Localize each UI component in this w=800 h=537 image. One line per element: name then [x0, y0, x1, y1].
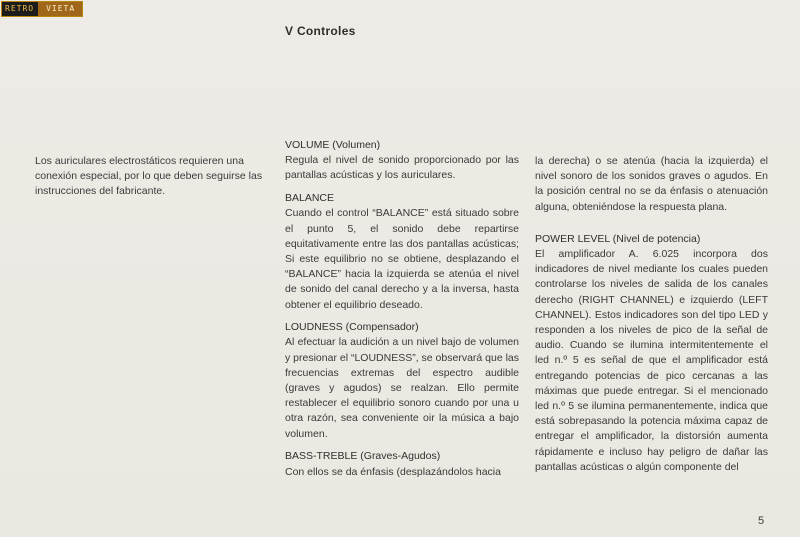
column-right: [535, 154, 768, 475]
headphones-note: Los auriculares electrostáticos requieren una conexión especial, por lo que deben seguirse las instrucciones del fabricante.: [35, 155, 263, 198]
bass-treble-body: Con ellos se da énfasis (desplazándolos hacia: [285, 465, 501, 478]
balance-body: Cuando el control “BALANCE” está situado sobre el punto 5, el sonido debe repartirse equitativamente entre las dos pantallas acústicas; Si este equilibrio no se obtiene, desplazando el “BALANCE” hacia la izquierda se atenúa el nivel de sonido del canal derecho y a la inversa, hasta obtener el equilibrio deseado.: [285, 207, 519, 311]
bass-treble-continuation: la derecha) o se atenúa (hacia la izquierda) el nivel sonoro de los sonidos graves o agudos. En la posición central no se da énfasis o atenuación alguna, obteniéndose la respuesta plana.: [535, 155, 768, 213]
volume-heading: VOLUME (Volumen): [285, 139, 381, 151]
loudness-heading: LOUDNESS (Compensador): [285, 321, 419, 334]
page-title: V Controles: [285, 24, 356, 38]
power-level-body: El amplificador A. 6.025 incorpora dos indicadores de nivel mediante los cuales pueden controlarse los niveles de salida de los canales derecho (RIGHT CHANNEL) e izquierdo (LEFT CHANNEL). Estos indicadores son del tipo LED y responden a los niveles de pico de la señal de audio. Cuando se ilumina intermitentemente el led n.º 5 es señal de que el amplificador está entregando potencias de pico cercanas a las máximas que puede entregar. Si el mencionado led n.º 5 se ilumina permanentemente, indica que está sobrepasando la potencia máxima capaz de entregar el amplificador, la distorsión aumenta rápidamente e incluso hay peligro de dañar las pantallas acústicas o algún componente del: [535, 248, 768, 473]
bass-treble-heading: BASS-TREBLE (Graves-Agudos): [285, 450, 441, 463]
power-level-heading: POWER LEVEL (Nivel de potencia): [535, 232, 701, 245]
watermark-badge: [1, 1, 83, 17]
badge-right: VIETA: [38, 2, 82, 16]
balance-heading: BALANCE: [285, 192, 335, 205]
loudness-body: Al efectuar la audición a un nivel bajo de volumen y presionar el “LOUDNESS”, se observará que las frecuencias extremas del espectro audible (graves y agudos) se realzan. Ello permite restablecer el equilibrio sonoro cuando por una u otra razón, sea conveniente oir la música a bajo volumen.: [285, 336, 520, 440]
column-middle: [285, 138, 519, 480]
volume-body: Regula el nivel de sonido proporcionado por las pantallas acústicas y los auriculares.: [285, 154, 519, 182]
badge-left: RETRO: [2, 2, 38, 16]
page-number: 5: [758, 515, 765, 527]
column-left: [35, 154, 270, 200]
